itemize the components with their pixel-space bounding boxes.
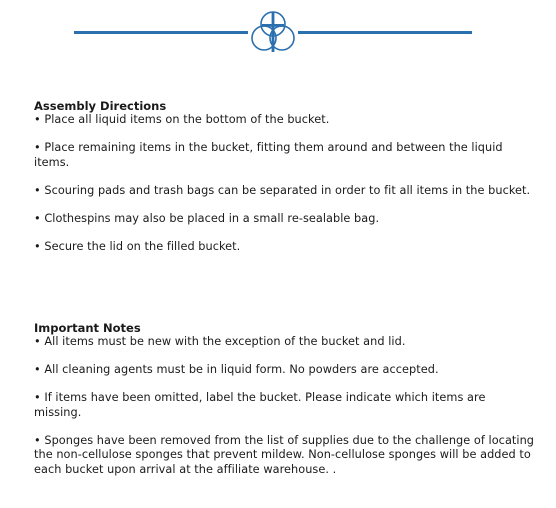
header-rule-right <box>298 31 472 34</box>
cross-trefoil-logo-icon <box>247 8 299 56</box>
note-item: • If items have been omitted, label the bucket. Please indicate which items are missing. <box>34 391 486 419</box>
important-notes-section <box>34 321 534 477</box>
note-item: • All items must be new with the exception of the bucket and lid. <box>34 335 406 348</box>
note-item: • Sponges have been removed from the list of supplies due to the challenge of locating the non-cellulose sponges that prevent mildew. Non-cellulose sponges will be added to each bucket upon arrival at the affiliate warehouse. . <box>34 433 535 476</box>
header-rule-left <box>74 31 248 34</box>
assembly-item: • Place remaining items in the bucket, fitting them around and between the liquid items. <box>34 141 503 169</box>
assembly-item: • Clothespins may also be placed in a small re-sealable bag. <box>34 211 380 225</box>
important-notes-title: Important Notes <box>34 321 141 335</box>
document-header <box>0 0 556 60</box>
note-item: • All cleaning agents must be in liquid form. No powders are accepted. <box>34 363 439 376</box>
assembly-directions-title: Assembly Directions <box>34 99 167 113</box>
assembly-item: • Place all liquid items on the bottom of the bucket. <box>34 113 330 126</box>
assembly-directions-section <box>34 99 534 254</box>
assembly-item: • Scouring pads and trash bags can be separated in order to fit all items in the bucket. <box>34 183 531 197</box>
assembly-item: • Secure the lid on the filled bucket. <box>34 239 241 253</box>
